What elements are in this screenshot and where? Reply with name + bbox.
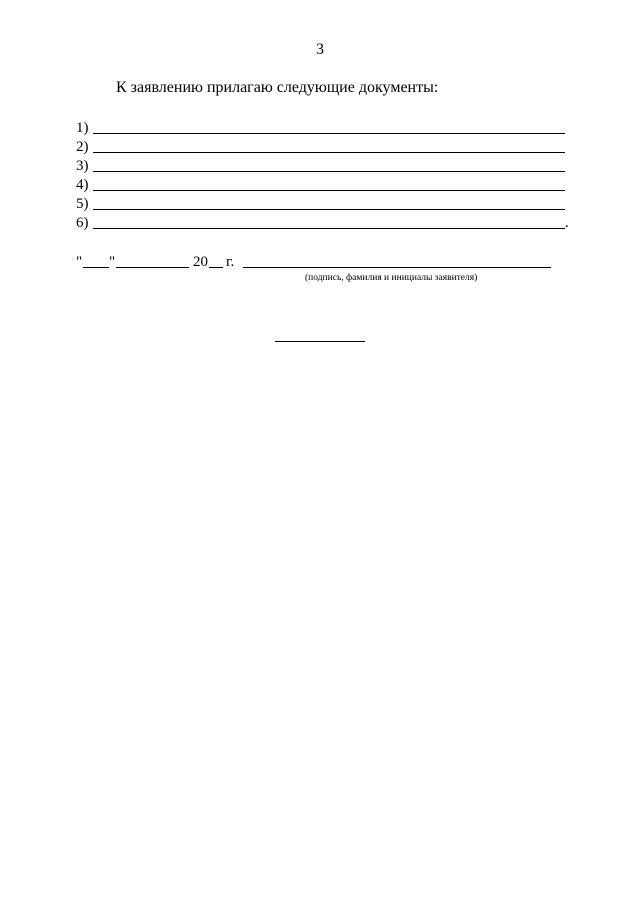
attachment-row-2	[76, 137, 572, 156]
attachment-blank-line[interactable]	[93, 139, 565, 153]
attachment-row-5	[76, 194, 572, 213]
open-quote: "	[76, 254, 83, 270]
attachment-number: 1)	[76, 120, 89, 136]
attachment-blank-line[interactable]	[93, 120, 565, 134]
attachment-row-6	[76, 213, 572, 232]
attachment-row-4	[76, 175, 572, 194]
attachment-number: 2)	[76, 139, 89, 155]
month-blank-field[interactable]	[116, 267, 189, 268]
year-suffix: г.	[226, 254, 235, 270]
attachment-blank-line[interactable]	[93, 158, 565, 172]
attachment-blank-line[interactable]	[93, 177, 565, 191]
attachment-tail: .	[565, 215, 569, 231]
attachment-number: 3)	[76, 158, 89, 174]
attachments-list	[76, 118, 572, 232]
attachments-intro: К заявлению прилагаю следующие документы:	[116, 79, 439, 96]
attachment-blank-line[interactable]	[93, 196, 565, 210]
year-prefix: 20	[193, 254, 208, 270]
year-blank-field[interactable]	[209, 267, 223, 268]
page-number: 3	[316, 41, 324, 58]
close-quote: "	[109, 254, 116, 270]
date-signature-line	[76, 254, 556, 274]
attachment-row-3	[76, 156, 572, 175]
attachment-number: 5)	[76, 196, 89, 212]
signature-caption: (подпись, фамилия и инициалы заявителя)	[305, 273, 478, 283]
signature-blank-field[interactable]	[243, 267, 551, 268]
attachment-row-1	[76, 118, 572, 137]
attachment-number: 4)	[76, 177, 89, 193]
attachment-blank-line[interactable]	[93, 215, 565, 229]
day-blank-field[interactable]	[83, 267, 109, 268]
attachment-number: 6)	[76, 215, 89, 231]
end-divider	[275, 341, 365, 342]
